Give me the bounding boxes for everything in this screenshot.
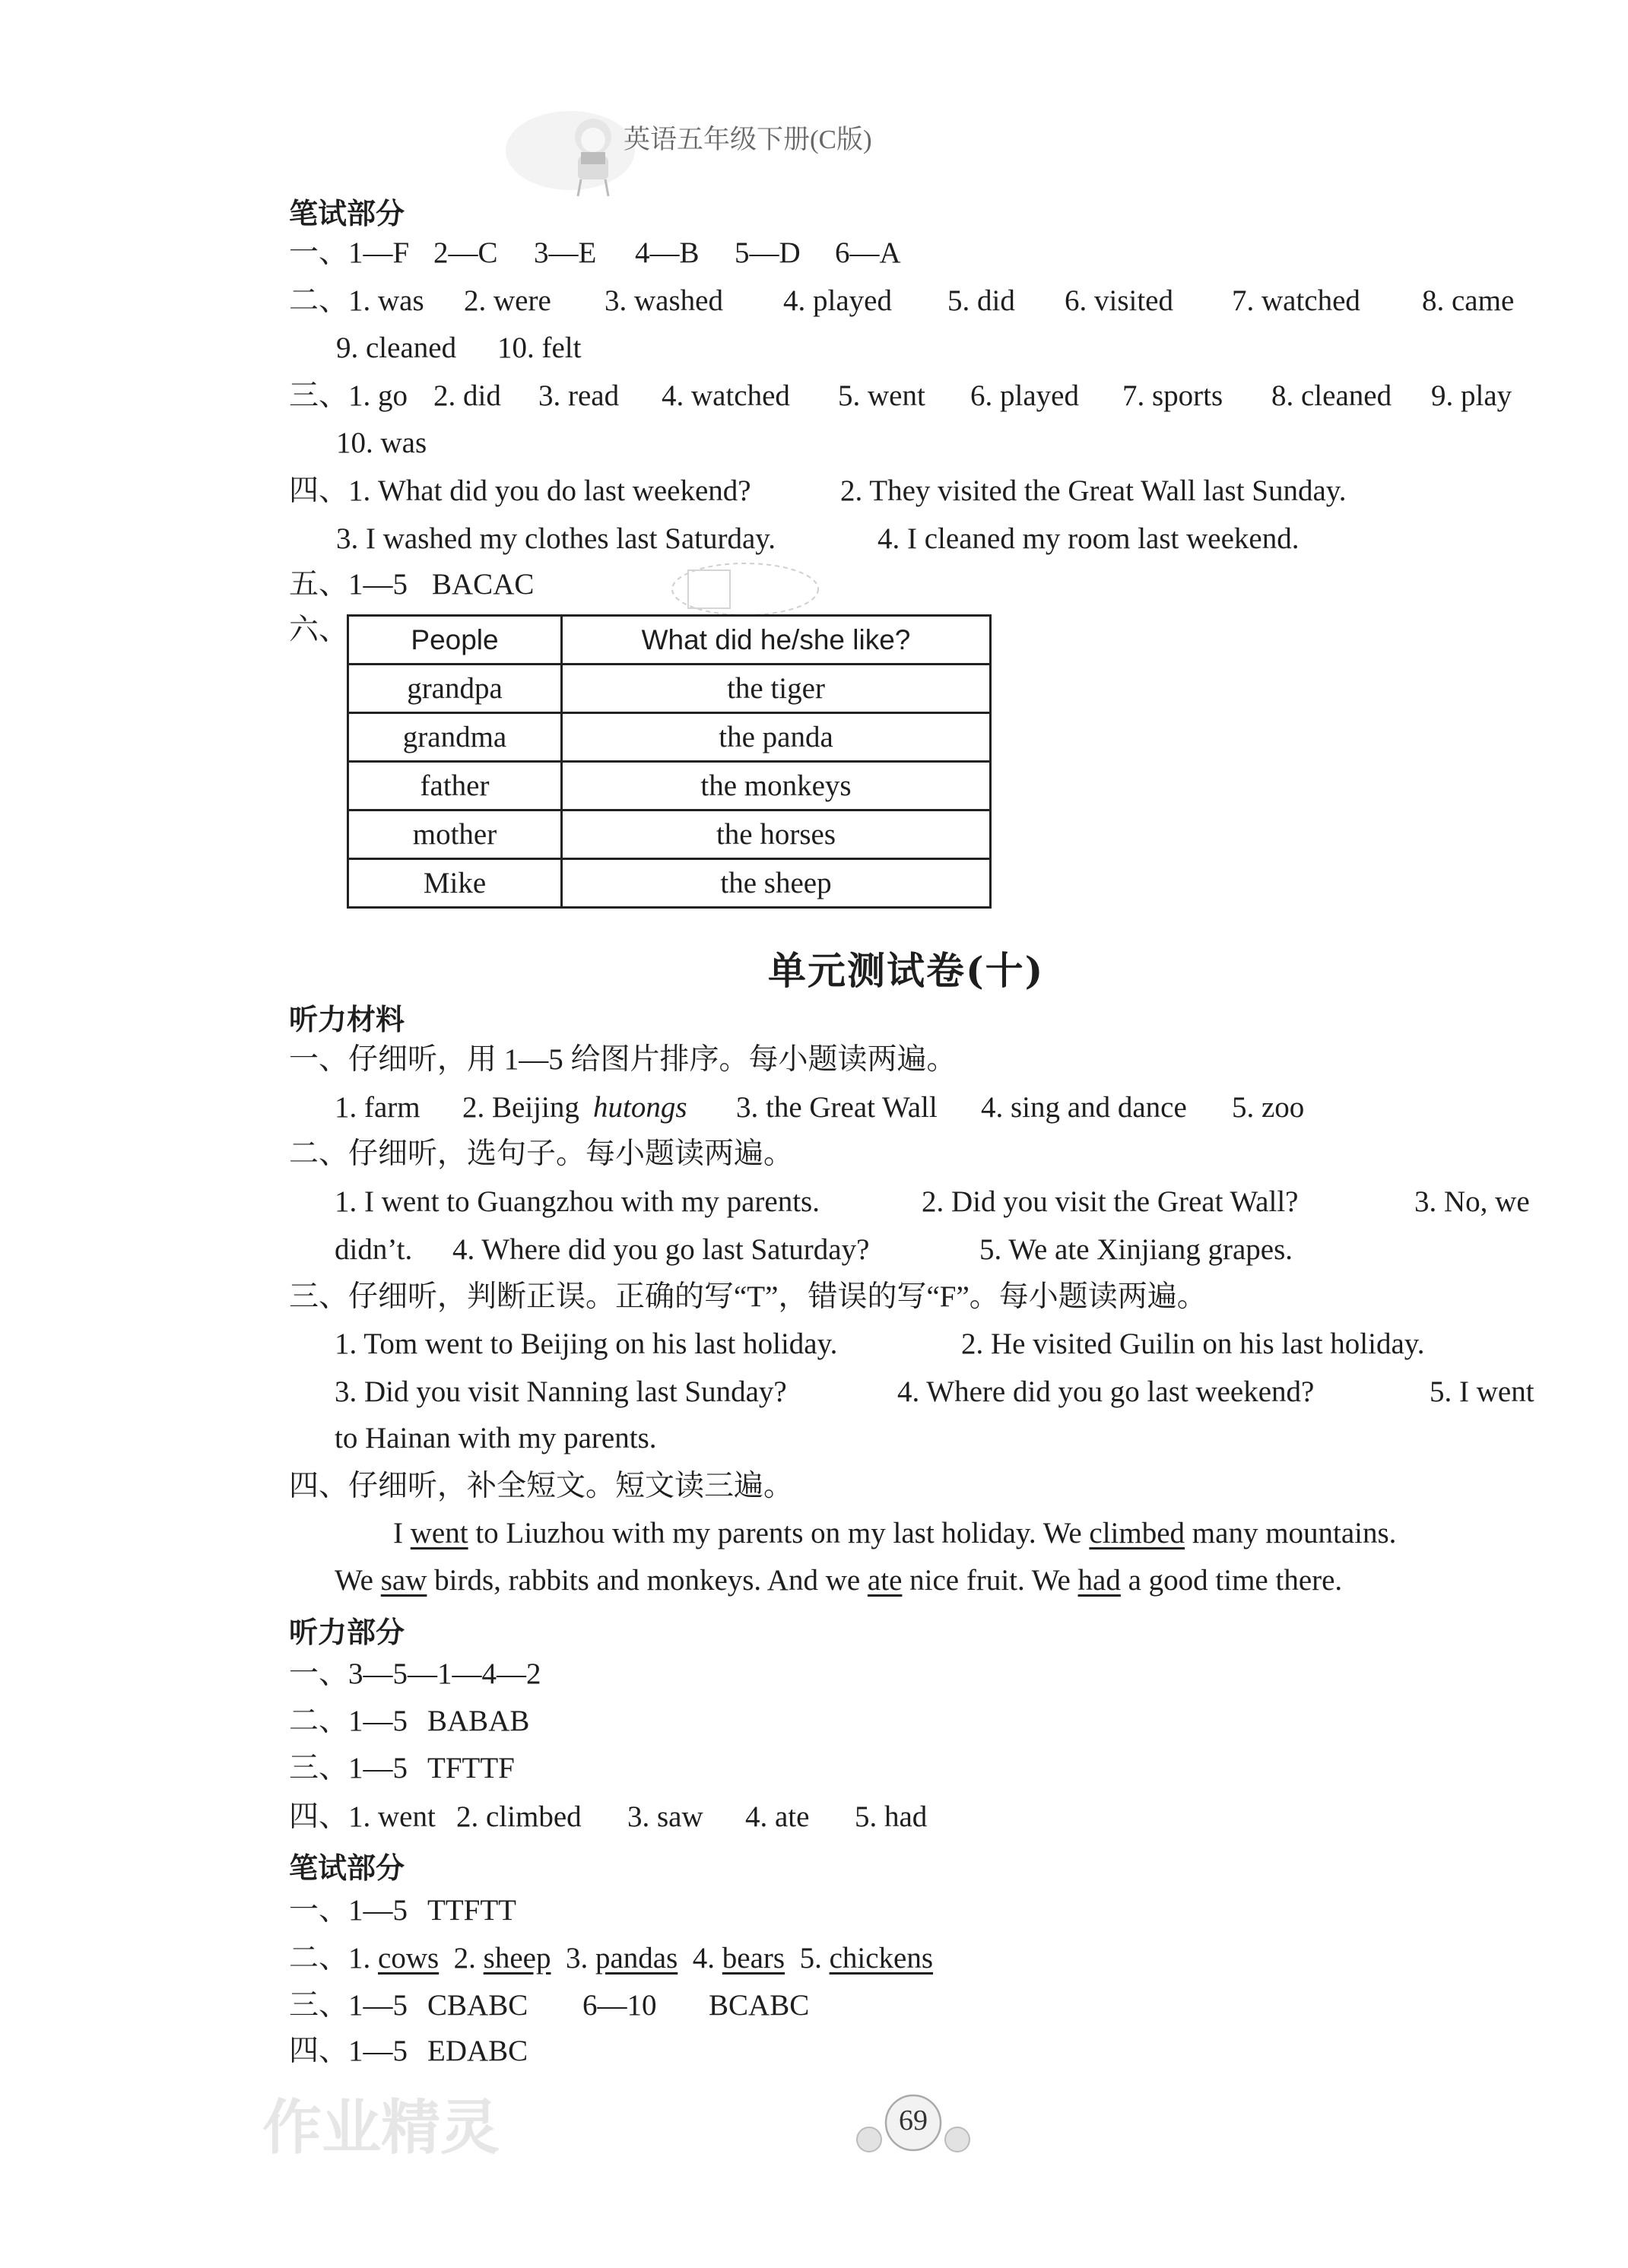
page-number: 69 [899,2105,928,2136]
girl-reading-illustration [502,106,639,198]
unit-title: 单元测试卷(十) [768,948,1045,993]
table-row: father the monkeys [348,762,991,810]
section-heading-listening-material: 听力材料 [289,1004,405,1036]
table-row: Mike the sheep [348,859,991,908]
section-heading-written: 笔试部分 [289,198,405,230]
passage-line-2: We saw birds, rabbits and monkeys. And we ate nice fruit. We had a good time there. [335,1564,1343,1597]
running-header [487,106,958,198]
table-header-liked: What did he/she like? [562,616,991,665]
page-number-badge [855,2092,971,2156]
table-row: grandpa the tiger [348,665,991,713]
answer-line-6-label: 六、 [289,614,349,646]
answer-table [347,614,992,909]
question-4-instruction: 四、仔细听，补全短文。短文读三遍。 [289,1470,794,1502]
question-2-instruction: 二、仔细听，选句子。每小题读两遍。 [289,1137,794,1170]
header-title: 英语五年级下册(C版) [624,125,872,154]
written-answer-2: 二、1. cows 2. sheep 3. pandas 4. bears 5. chickens [289,1942,934,1975]
stamp-watermark-icon [662,555,829,623]
question-3-line-c: to Hainan with my parents. [335,1422,657,1454]
listening-answer-1: 一、3—5—1—4—2 [289,1657,541,1690]
table-row: mother the horses [348,810,991,859]
corner-watermark: 作业精灵 [262,2094,500,2162]
passage-line-1: I went to Liuzhou with my parents on my last holiday. We climbed many mountains. [393,1517,1397,1550]
answer-line-3b: 10. was [336,427,427,459]
question-1-instruction: 一、仔细听，用 1—5 给图片排序。每小题读两遍。 [289,1043,957,1076]
table-header-people: People [348,616,562,665]
section-heading-listening: 听力部分 [289,1617,405,1649]
table-row: grandma the panda [348,713,991,762]
question-3-instruction: 三、仔细听，判断正误。正确的写“T”，错误的写“F”。每小题读两遍。 [289,1280,1207,1313]
table-header-row [348,616,991,665]
section-heading-written-2: 笔试部分 [289,1853,405,1885]
